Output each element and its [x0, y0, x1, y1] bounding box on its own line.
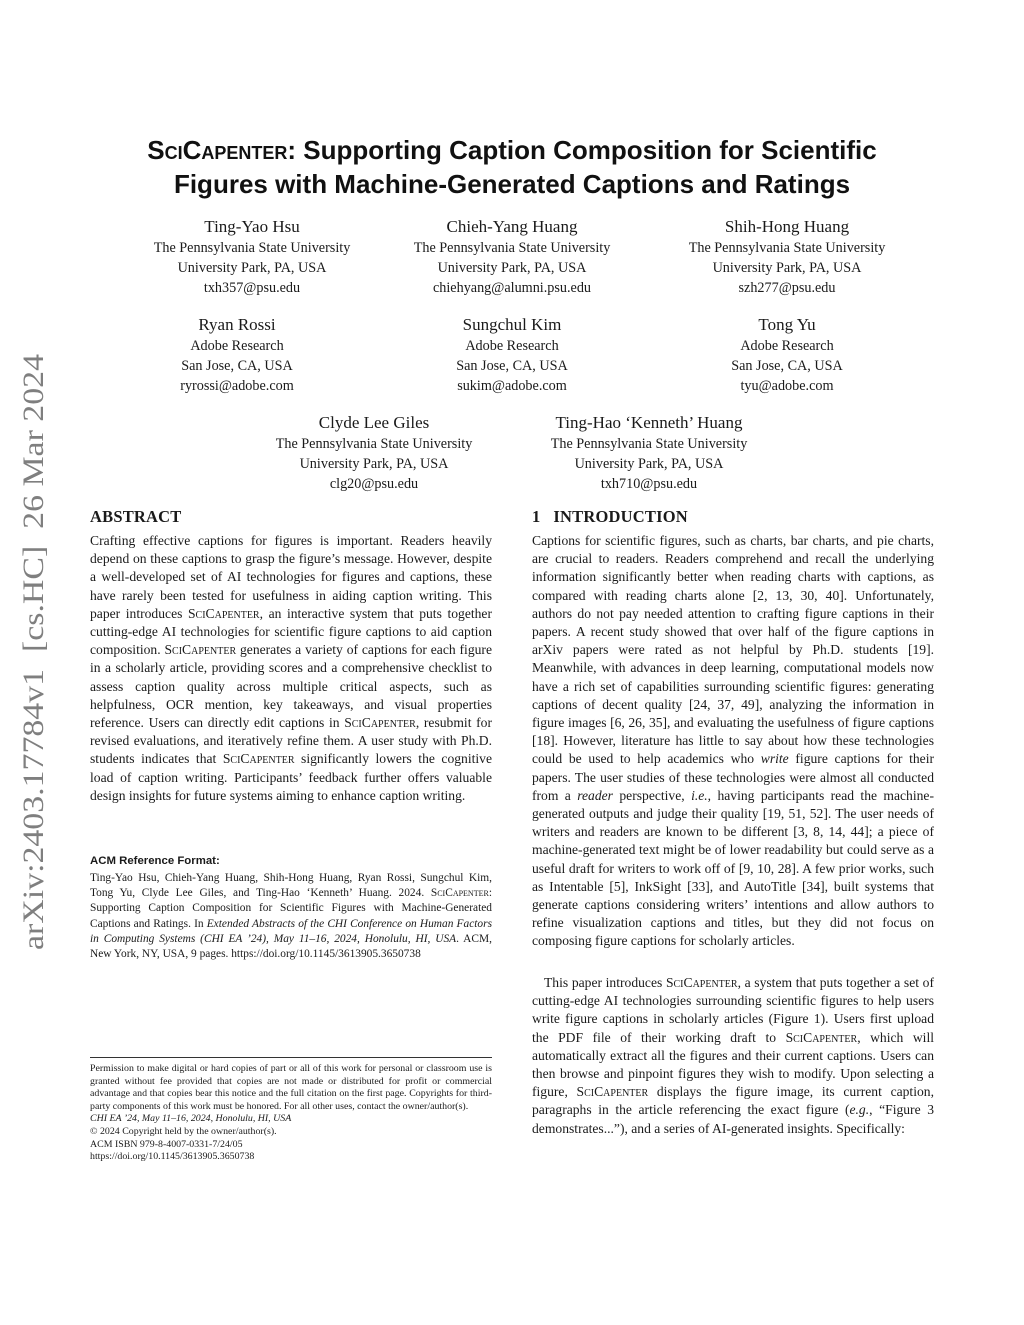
- author-block: [657, 216, 917, 298]
- introduction-heading: 1 INTRODUCTION: [532, 507, 688, 526]
- author-affiliation: The Pennsylvania State University: [688, 240, 886, 256]
- author-block: [107, 314, 367, 396]
- permission-text: Permission to make digital or hard copies of part or all of this work for personal or classroom use is granted without fee provided that copies are not made or distributed for profit or commercial advantage and that copies bear this notice and the full citation on the first page. Copyrights for third-party components of this work must be honored. For all other uses, contact the owner/author(s).: [90, 1063, 492, 1112]
- author-email: chiehyang@alumni.psu.edu: [432, 280, 592, 296]
- author-email: tyu@adobe.com: [740, 378, 834, 394]
- author-location: University Park, PA, USA: [574, 456, 724, 472]
- author-location: San Jose, CA, USA: [456, 358, 568, 374]
- author-affiliation: Adobe Research: [740, 338, 834, 354]
- paper-title: [60, 133, 964, 201]
- author-location: University Park, PA, USA: [177, 260, 327, 276]
- author-name: Ting-Hao ‘Kenneth’ Huang: [555, 413, 743, 432]
- author-name: Clyde Lee Giles: [318, 413, 430, 432]
- arxiv-stamp: [10, 352, 54, 950]
- author-name: Chieh-Yang Huang: [446, 217, 578, 236]
- title-brand: SciCapenter: [147, 135, 288, 165]
- arxiv-stamp-text: arXiv:2403.17784v1 [cs.HC] 26 Mar 2024: [18, 430, 50, 950]
- acm-reference-heading: ACM Reference Format:: [90, 855, 220, 867]
- author-location: San Jose, CA, USA: [731, 358, 843, 374]
- author-name: Ryan Rossi: [198, 315, 276, 334]
- author-block: [244, 412, 504, 494]
- author-location: University Park, PA, USA: [437, 260, 587, 276]
- author-email: txh357@psu.edu: [203, 280, 301, 296]
- permission-doi: https://doi.org/10.1145/3613905.3650738: [90, 1151, 255, 1163]
- intro-paragraph-2: This paper introduces SciCapenter, a system that puts together a set of cutting-edge AI technologies surrounding scientific figures to help users write figure captions in scholarly articles (Figure 1). Users first upload the PDF file of their working draft to SciCapenter, which will automatically extract all the figures and their current captions. Users can then browse and pinpoint figures they wish to modify. Upon selecting a figure, SciCapenter displays the figure image, its current caption, paragraphs in the article referencing the exact figure (e.g., “Figure 3 demonstrates...”), and a series of AI-generated insights. Specifically:: [532, 975, 934, 1136]
- author-affiliation: Adobe Research: [190, 338, 284, 354]
- author-affiliation: Adobe Research: [465, 338, 559, 354]
- author-name: Tong Yu: [758, 315, 816, 334]
- acm-reference-text: Ting-Yao Hsu, Chieh-Yang Huang, Shih-Hong Huang, Ryan Rossi, Sungchul Kim, Tong Yu, Clyde Lee Giles, and Ting-Hao ‘Kenneth’ Huang. 2024. SciCapenter: Supporting Caption Composition for Scientific Figures with Machine-Generated Captions and Ratings. In Extended Abstracts of the CHI Conference on Human Factors in Computing Systems (CHI EA ’24), May 11–16, 2024, Honolulu, HI, USA. ACM, New York, NY, USA, 9 pages. https://doi.org/10.1145/3613905.3650738: [90, 872, 492, 961]
- author-name: Ting-Yao Hsu: [204, 217, 300, 236]
- permission-block: [90, 1063, 492, 1164]
- permission-copyright: © 2024 Copyright held by the owner/author(s).: [90, 1125, 277, 1137]
- footnote-divider: [90, 1057, 492, 1058]
- author-location: University Park, PA, USA: [299, 456, 449, 472]
- abstract-text: Crafting effective captions for figures is important. Readers heavily depend on these captions to grasp the figure’s message. However, despite a well-developed set of AI technologies for figures and captions, these have rarely been tested for usefulness in aiding caption writing. This paper introduces SciCapenter, an interactive system that puts together cutting-edge AI technologies for scientific figure captions to aid caption composition. SciCapenter generates a variety of captions for each figure in a scholarly article, providing scores and a comprehensive checklist to assess caption quality across multiple critical aspects, such as helpfulness, OCR mention, key takeaways, and visual properties reference. Users can directly edit captions in SciCapenter, resubmit for revised evaluations, and iteratively refine them. A user study with Ph.D. students indicates that SciCapenter significantly lowers the cognitive load of caption writing. Participants’ feedback further offers valuable design insights for future systems aiming to enhance caption writing.: [90, 533, 493, 803]
- title-line1-rest: : Supporting Caption Composition for Scientific: [287, 135, 877, 165]
- abstract-heading: ABSTRACT: [90, 507, 182, 526]
- author-block: [122, 216, 382, 298]
- intro-paragraph-1: Captions for scientific figures, such as charts, bar charts, and pie charts, are crucial to readers. Readers comprehend and recall the underlying information significantly better when reading charts with captions, as compared with reading charts alone [2, 13, 30, 40]. Unfortunately, authors do not pay needed attention to crafting figure captions in their papers. A recent study showed that over half of the figure captions in arXiv papers were rated as not helpful by Ph.D. students [19]. Meanwhile, with advances in deep learning, computational models now have a rich set of capabilities surrounding scientific figures: generating captions of decent quality [24, 37, 49], analyzing the information in figure images [6, 26, 35], and evaluating the usefulness of figure captions [18]. However, literature has little to say about how these technologies could be used to help academics who write figure captions for their papers. The user studies of these technologies were almost all conducted from a reader perspective, i.e., having participants read the machine-generated outputs and judge their quality [19, 51, 52]. The user needs of writers and readers are known to be different [3, 8, 14, 44]; a piece of machine-generated text might be of lower readability but could serve as a useful draft for writers to work off of [9, 10, 28]. A few prior works, such as Intentable [5], InkSight [33], and AutoTitle [34], built systems that generate captions considering writers’ intentions and allow authors to refine visualization captions and titles, but they did not focus on composing figure captions for scholarly articles.: [532, 533, 934, 949]
- author-email: sukim@adobe.com: [457, 378, 567, 394]
- permission-venue: CHI EA ’24, May 11–16, 2024, Honolulu, HI, USA: [90, 1113, 292, 1125]
- author-email: szh277@psu.edu: [738, 280, 836, 296]
- author-email: txh710@psu.edu: [600, 476, 698, 492]
- author-block: [382, 314, 642, 396]
- author-email: ryrossi@adobe.com: [180, 378, 294, 394]
- author-affiliation: The Pennsylvania State University: [550, 436, 748, 452]
- author-affiliation: The Pennsylvania State University: [413, 240, 611, 256]
- author-location: University Park, PA, USA: [712, 260, 862, 276]
- author-affiliation: The Pennsylvania State University: [275, 436, 473, 452]
- title-line2: Figures with Machine-Generated Captions and Ratings: [173, 169, 851, 199]
- author-location: San Jose, CA, USA: [181, 358, 293, 374]
- author-name: Sungchul Kim: [462, 315, 562, 334]
- author-email: clg20@psu.edu: [329, 476, 419, 492]
- author-block: [519, 412, 779, 494]
- author-name: Shih-Hong Huang: [724, 217, 850, 236]
- author-block: [382, 216, 642, 298]
- author-affiliation: The Pennsylvania State University: [153, 240, 351, 256]
- author-block: [657, 314, 917, 396]
- permission-isbn: ACM ISBN 979-8-4007-0331-7/24/05: [90, 1138, 243, 1150]
